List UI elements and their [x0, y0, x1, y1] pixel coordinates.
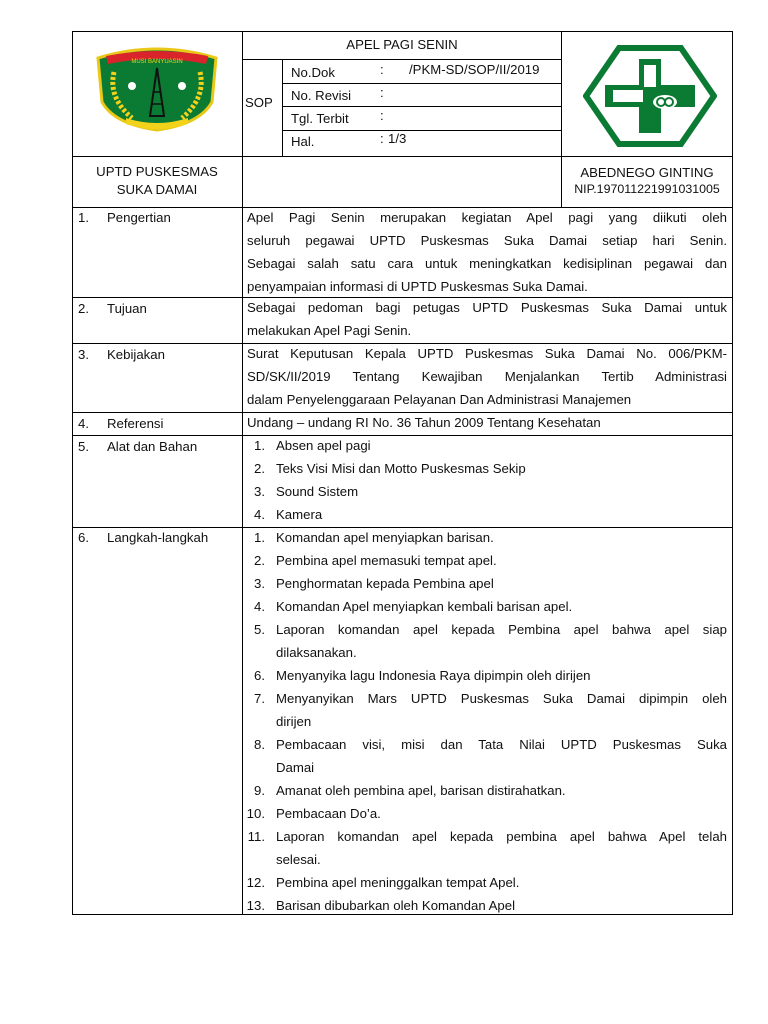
regency-logo — [92, 46, 222, 132]
list-item-text: Komandan apel menyiapkan barisan. — [276, 530, 494, 545]
paragraph-line: Surat Keputusan Kepala UPTD Puskesmas Suka Damai No. 006/PKM- — [247, 346, 727, 361]
list-item-number: 3. — [254, 484, 265, 499]
paragraph-line: Sebagai salah satu cara untuk meningkatkan kedisiplinan pegawai dan — [247, 256, 727, 271]
list-item-number: 7. — [254, 691, 265, 706]
list-item-number: 10. — [246, 806, 265, 821]
list-item-text: Laporan komandan apel kepada Pembina apel bahwa apel siap — [276, 622, 727, 637]
left-logo-text: MUSI BANYUASIN — [131, 59, 183, 65]
paragraph-line: Sebagai pedoman bagi petugas UPTD Puskesmas Suka Damai untuk — [247, 300, 727, 315]
paragraph-line: penyampaian informasi di UPTD Puskesmas Suka Damai. — [247, 279, 588, 294]
list-item-number: 3. — [254, 576, 265, 591]
list-item-text: Pembacaan visi, misi dan Tata Nilai UPTD Puskesmas Suka — [276, 737, 727, 752]
signer-nip: NIP.197011221991031005 — [574, 182, 720, 196]
list-item-text: Teks Visi Misi dan Motto Puskesmas Sekip — [276, 461, 526, 476]
list-item-text: Penghormatan kepada Pembina apel — [276, 576, 494, 591]
meta-label: Hal. — [291, 134, 315, 149]
list-item-number: 8. — [254, 737, 265, 752]
meta-label: No.Dok — [291, 65, 335, 80]
list-item-text: dirijen — [276, 714, 312, 729]
list-item-number: 2. — [254, 553, 265, 568]
policy-text — [247, 343, 727, 412]
definition-text — [247, 207, 727, 299]
paragraph-line: Apel Pagi Senin merupakan kegiatan Apel pagi yang diikuti oleh — [247, 210, 727, 225]
list-item-text: Damai — [276, 760, 315, 775]
section-number: 3. — [78, 347, 89, 362]
list-item-text: dilaksanakan. — [276, 645, 357, 660]
list-item-number: 1. — [254, 530, 265, 545]
section-label: Pengertian — [107, 210, 171, 225]
list-item-text: Pembina apel memasuki tempat apel. — [276, 553, 497, 568]
section-label: Alat dan Bahan — [107, 439, 198, 454]
section-number: 4. — [78, 416, 89, 431]
list-item-text: Kamera — [276, 507, 323, 522]
paragraph-line: melakukan Apel Pagi Senin. — [247, 323, 412, 338]
section-number: 5. — [78, 439, 89, 454]
org-name-line2: SUKA DAMAI — [116, 182, 198, 197]
meta-sep: : — [380, 131, 384, 146]
document-title: APEL PAGI SENIN — [346, 37, 458, 52]
puskesmas-logo — [583, 45, 717, 147]
list-item-number: 4. — [254, 507, 265, 522]
section-number: 2. — [78, 301, 89, 316]
section-label: Kebijakan — [107, 347, 165, 362]
meta-value: /PKM-SD/SOP/II/2019 — [409, 62, 540, 77]
paragraph-line: Undang – undang RI No. 36 Tahun 2009 Tentang Kesehatan — [247, 415, 601, 430]
list-item-text: Sound Sistem — [276, 484, 359, 499]
section-label: Referensi — [107, 416, 164, 431]
list-item-number: 4. — [254, 599, 265, 614]
list-item-number: 5. — [254, 622, 265, 637]
meta-label: Tgl. Terbit — [291, 111, 349, 126]
meta-sep: : — [380, 62, 384, 77]
paragraph-line: SD/SK/II/2019 Tentang Kewajiban Menjalankan Tertib Administrasi — [247, 369, 727, 384]
list-item-text: Pembacaan Do’a. — [276, 806, 381, 821]
list-item-number: 1. — [254, 438, 265, 453]
meta-label: No. Revisi — [291, 88, 352, 103]
list-item-number: 13. — [246, 898, 265, 913]
list-item-text: selesai. — [276, 852, 321, 867]
list-item-text: Absen apel pagi — [276, 438, 371, 453]
meta-value: 1/3 — [388, 131, 407, 146]
sop-label: SOP — [245, 95, 273, 110]
meta-sep: : — [380, 85, 384, 100]
list-item-number: 11. — [247, 829, 265, 844]
section-label: Tujuan — [107, 301, 147, 316]
org-name-line1: UPTD PUSKESMAS — [96, 164, 218, 179]
signer-name: ABEDNEGO GINTING — [580, 165, 714, 180]
list-item-number: 2. — [254, 461, 265, 476]
list-item-text: Barisan dibubarkan oleh Komandan Apel — [276, 898, 516, 913]
section-number: 6. — [78, 530, 89, 545]
list-item-text: Laporan komandan apel kepada pembina apel bahwa Apel telah — [276, 829, 727, 844]
purpose-text — [247, 297, 727, 343]
meta-sep: : — [380, 108, 384, 123]
list-item-number: 9. — [254, 783, 265, 798]
list-item-number: 6. — [254, 668, 265, 683]
list-item-text: Komandan Apel menyiapkan kembali barisan apel. — [276, 599, 573, 614]
list-item-text: Menyanyika lagu Indonesia Raya dipimpin oleh dirijen — [276, 668, 591, 683]
paragraph-line: dalam Penyelenggaraan Pelayanan Dan Administrasi Manajemen — [247, 392, 632, 407]
list-item-text: Menyanyikan Mars UPTD Puskesmas Suka Damai dipimpin oleh — [276, 691, 727, 706]
reference-text — [247, 412, 727, 435]
section-label: Langkah-langkah — [107, 530, 209, 545]
list-item-number: 12. — [246, 875, 265, 890]
section-number: 1. — [78, 210, 89, 225]
list-item-text: Pembina apel meninggalkan tempat Apel. — [276, 875, 520, 890]
paragraph-line: seluruh pegawai UPTD Puskesmas Suka Damai setiap hari Senin. — [247, 233, 727, 248]
list-item-text: Amanat oleh pembina apel, barisan distirahatkan. — [276, 783, 566, 798]
